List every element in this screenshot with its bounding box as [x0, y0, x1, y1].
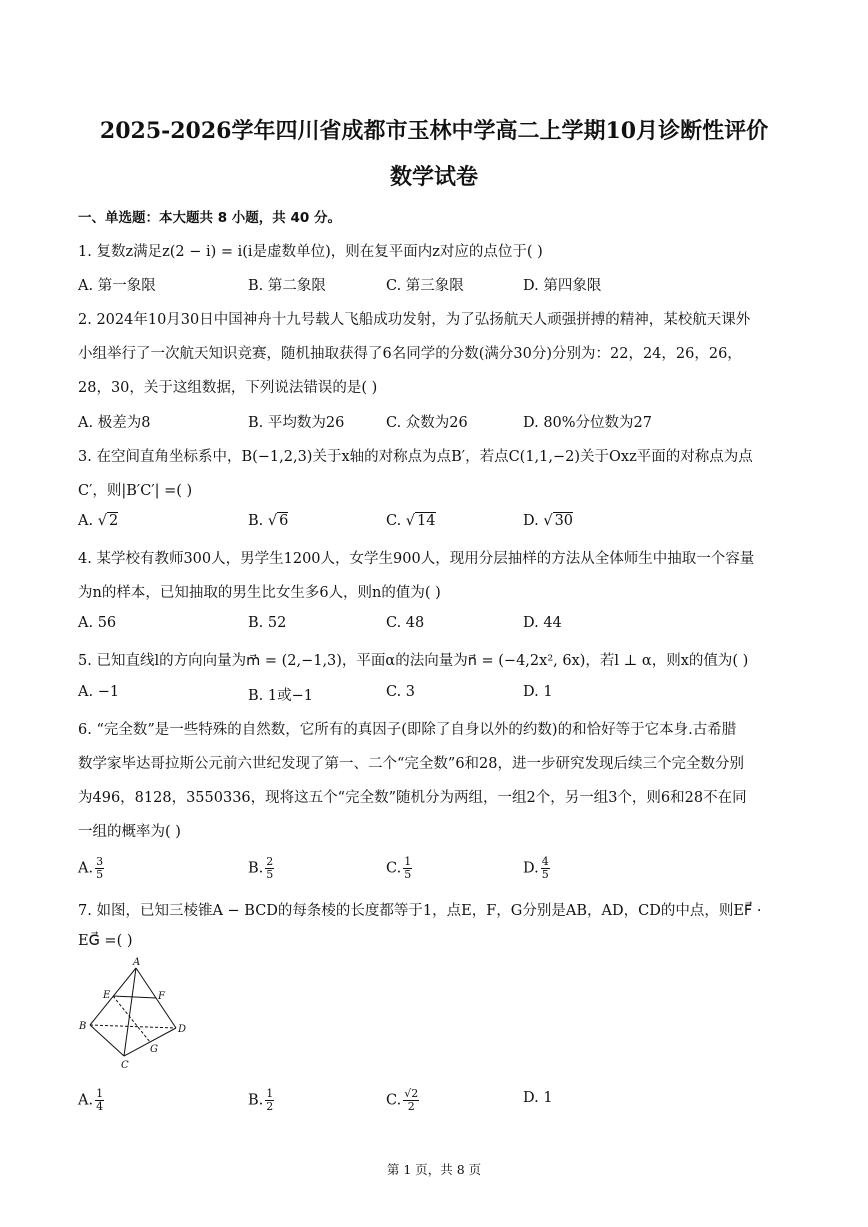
q4-option-c: C. 48: [386, 615, 425, 631]
q7-option-a: A. $\frac{1}{4}$: [78, 1087, 104, 1113]
radicand: 6: [279, 513, 289, 529]
q2-option-a: A. 极差为8: [78, 415, 151, 431]
q3-option-d: D. √ 30: [523, 513, 574, 529]
fraction: $\frac{3}{5}$: [96, 855, 104, 881]
q1-option-c: C. 第三象限: [386, 278, 464, 294]
question-6-line: 数学家毕达哥拉斯公元前六世纪发现了第一、二个“完全数”6和28，进一步研究发现后续三个完全数分别: [78, 756, 744, 772]
q5-option-d: D. 1: [523, 684, 553, 700]
q1-option-d: D. 第四象限: [523, 278, 602, 294]
document-title: 2025-2026学年四川省成都市玉林中学高二上学期10月诊断性评价: [99, 118, 769, 144]
label-d: D: [178, 1024, 187, 1035]
fraction: $\frac{√2}{2}$: [404, 1087, 419, 1113]
question-4-line: 为n的样本，已知抽取的男生比女生多6人，则n的值为( ): [78, 585, 441, 601]
label-e: E: [103, 990, 111, 1001]
q5-option-c: C. 3: [386, 684, 416, 700]
question-5-text: 5. 已知直线l的方向向量为m⃗ = (2,−1,3)，平面α的法向量为n⃗ = (−4,2x², 6x)，若l ⊥ α，则x的值为( ): [78, 653, 749, 669]
q1-option-b: B. 第二象限: [248, 278, 326, 294]
q6-option-a: A. $\frac{3}{5}$: [78, 855, 104, 881]
question-1-text: 1. 复数z满足z(2 − i) = i(i是虚数单位)，则在复平面内z对应的点位于( ): [78, 244, 543, 260]
question-6-line: 为496，8128，3550336，现将这五个“完全数”随机分为两组，一组2个，另一组3个，则6和28不在同: [78, 790, 747, 806]
question-7-line: EG⃗ =( ): [78, 933, 133, 949]
q4-option-d: D. 44: [523, 615, 562, 631]
tetrahedron-figure: [76, 956, 196, 1071]
segment-ef: [113, 996, 156, 998]
radicand: 14: [417, 513, 436, 529]
fraction: $\frac{4}{5}$: [541, 855, 549, 881]
q2-option-d: D. 80%分位数为27: [523, 415, 653, 431]
radicand: 2: [108, 513, 119, 529]
q6-option-c: C. $\frac{1}{5}$: [386, 855, 412, 881]
label-a: A: [133, 957, 141, 968]
edge-bd: [90, 1025, 176, 1028]
q5-option-b: B. 1或−1: [248, 688, 313, 704]
fraction: $\frac{1}{4}$: [96, 1087, 104, 1113]
q4-option-a: A. 56: [78, 615, 117, 631]
radicand: 30: [554, 513, 574, 529]
question-4-line: 4. 某学校有教师300人，男学生1200人，女学生900人，现用分层抽样的方法从全体师生中抽取一个容量: [78, 551, 755, 567]
q7-option-b: B. $\frac{1}{2}$: [248, 1087, 274, 1113]
q3-option-a: A. √ 2: [78, 513, 119, 529]
q3-option-b: B. √ 6: [248, 513, 289, 529]
document-subtitle: 数学试卷: [389, 164, 478, 190]
q7-option-c: C. $\frac{√2}{2}$: [386, 1087, 419, 1113]
q2-option-c: C. 众数为26: [386, 415, 468, 431]
label-g: G: [150, 1044, 158, 1055]
question-6-line: 一组的概率为( ): [78, 824, 181, 840]
q2-option-b: B. 平均数为26: [248, 415, 345, 431]
q4-option-b: B. 52: [248, 615, 287, 631]
question-2-line: 小组举行了一次航天知识竞赛，随机抽取获得了6名同学的分数(满分30分)分别为：22，24，26，26，: [78, 346, 742, 362]
q7-option-d: D. 1: [523, 1090, 553, 1106]
q6-option-d: D. $\frac{4}{5}$: [523, 855, 549, 881]
q5-option-a: A. −1: [78, 684, 120, 700]
label-c: C: [121, 1060, 129, 1071]
label-b: B: [79, 1021, 87, 1032]
page-footer: 第 1 页，共 8 页: [386, 1162, 482, 1177]
edge-bc: [90, 1025, 124, 1056]
question-3-line: 3. 在空间直角坐标系中，B(−1,2,3)关于x轴的对称点为点B′，若点C(1,1,−2)关于Oxz平面的对称点为点: [78, 449, 753, 465]
q1-option-a: A. 第一象限: [78, 278, 156, 294]
question-7-line: 7. 如图，已知三棱锥A − BCD的每条棱的长度都等于1，点E，F，G分别是AB，AD，CD的中点，则EF⃗ ·: [78, 903, 762, 919]
question-2-line: 28，30，关于这组数据，下列说法错误的是( ): [78, 380, 378, 396]
q6-option-b: B. $\frac{2}{5}$: [248, 855, 274, 881]
fraction: $\frac{1}{2}$: [266, 1087, 274, 1113]
fraction: $\frac{1}{5}$: [404, 855, 412, 881]
section-heading: 一、单选题：本大题共 8 小题，共 40 分。: [78, 210, 341, 226]
question-2-line: 2. 2024年10月30日中国神舟十九号载人飞船成功发射，为了弘扬航天人顽强拼搏的精神，某校航天课外: [78, 312, 751, 328]
question-3-line: C′，则|B′C′| =( ): [78, 483, 193, 499]
fraction: $\frac{2}{5}$: [266, 855, 274, 881]
label-f: F: [158, 991, 165, 1002]
question-6-line: 6. “完全数”是一些特殊的自然数，它所有的真因子(即除了自身以外的约数)的和恰好等于它本身.古希腊: [78, 722, 737, 738]
q3-option-c: C. √ 14: [386, 513, 436, 529]
